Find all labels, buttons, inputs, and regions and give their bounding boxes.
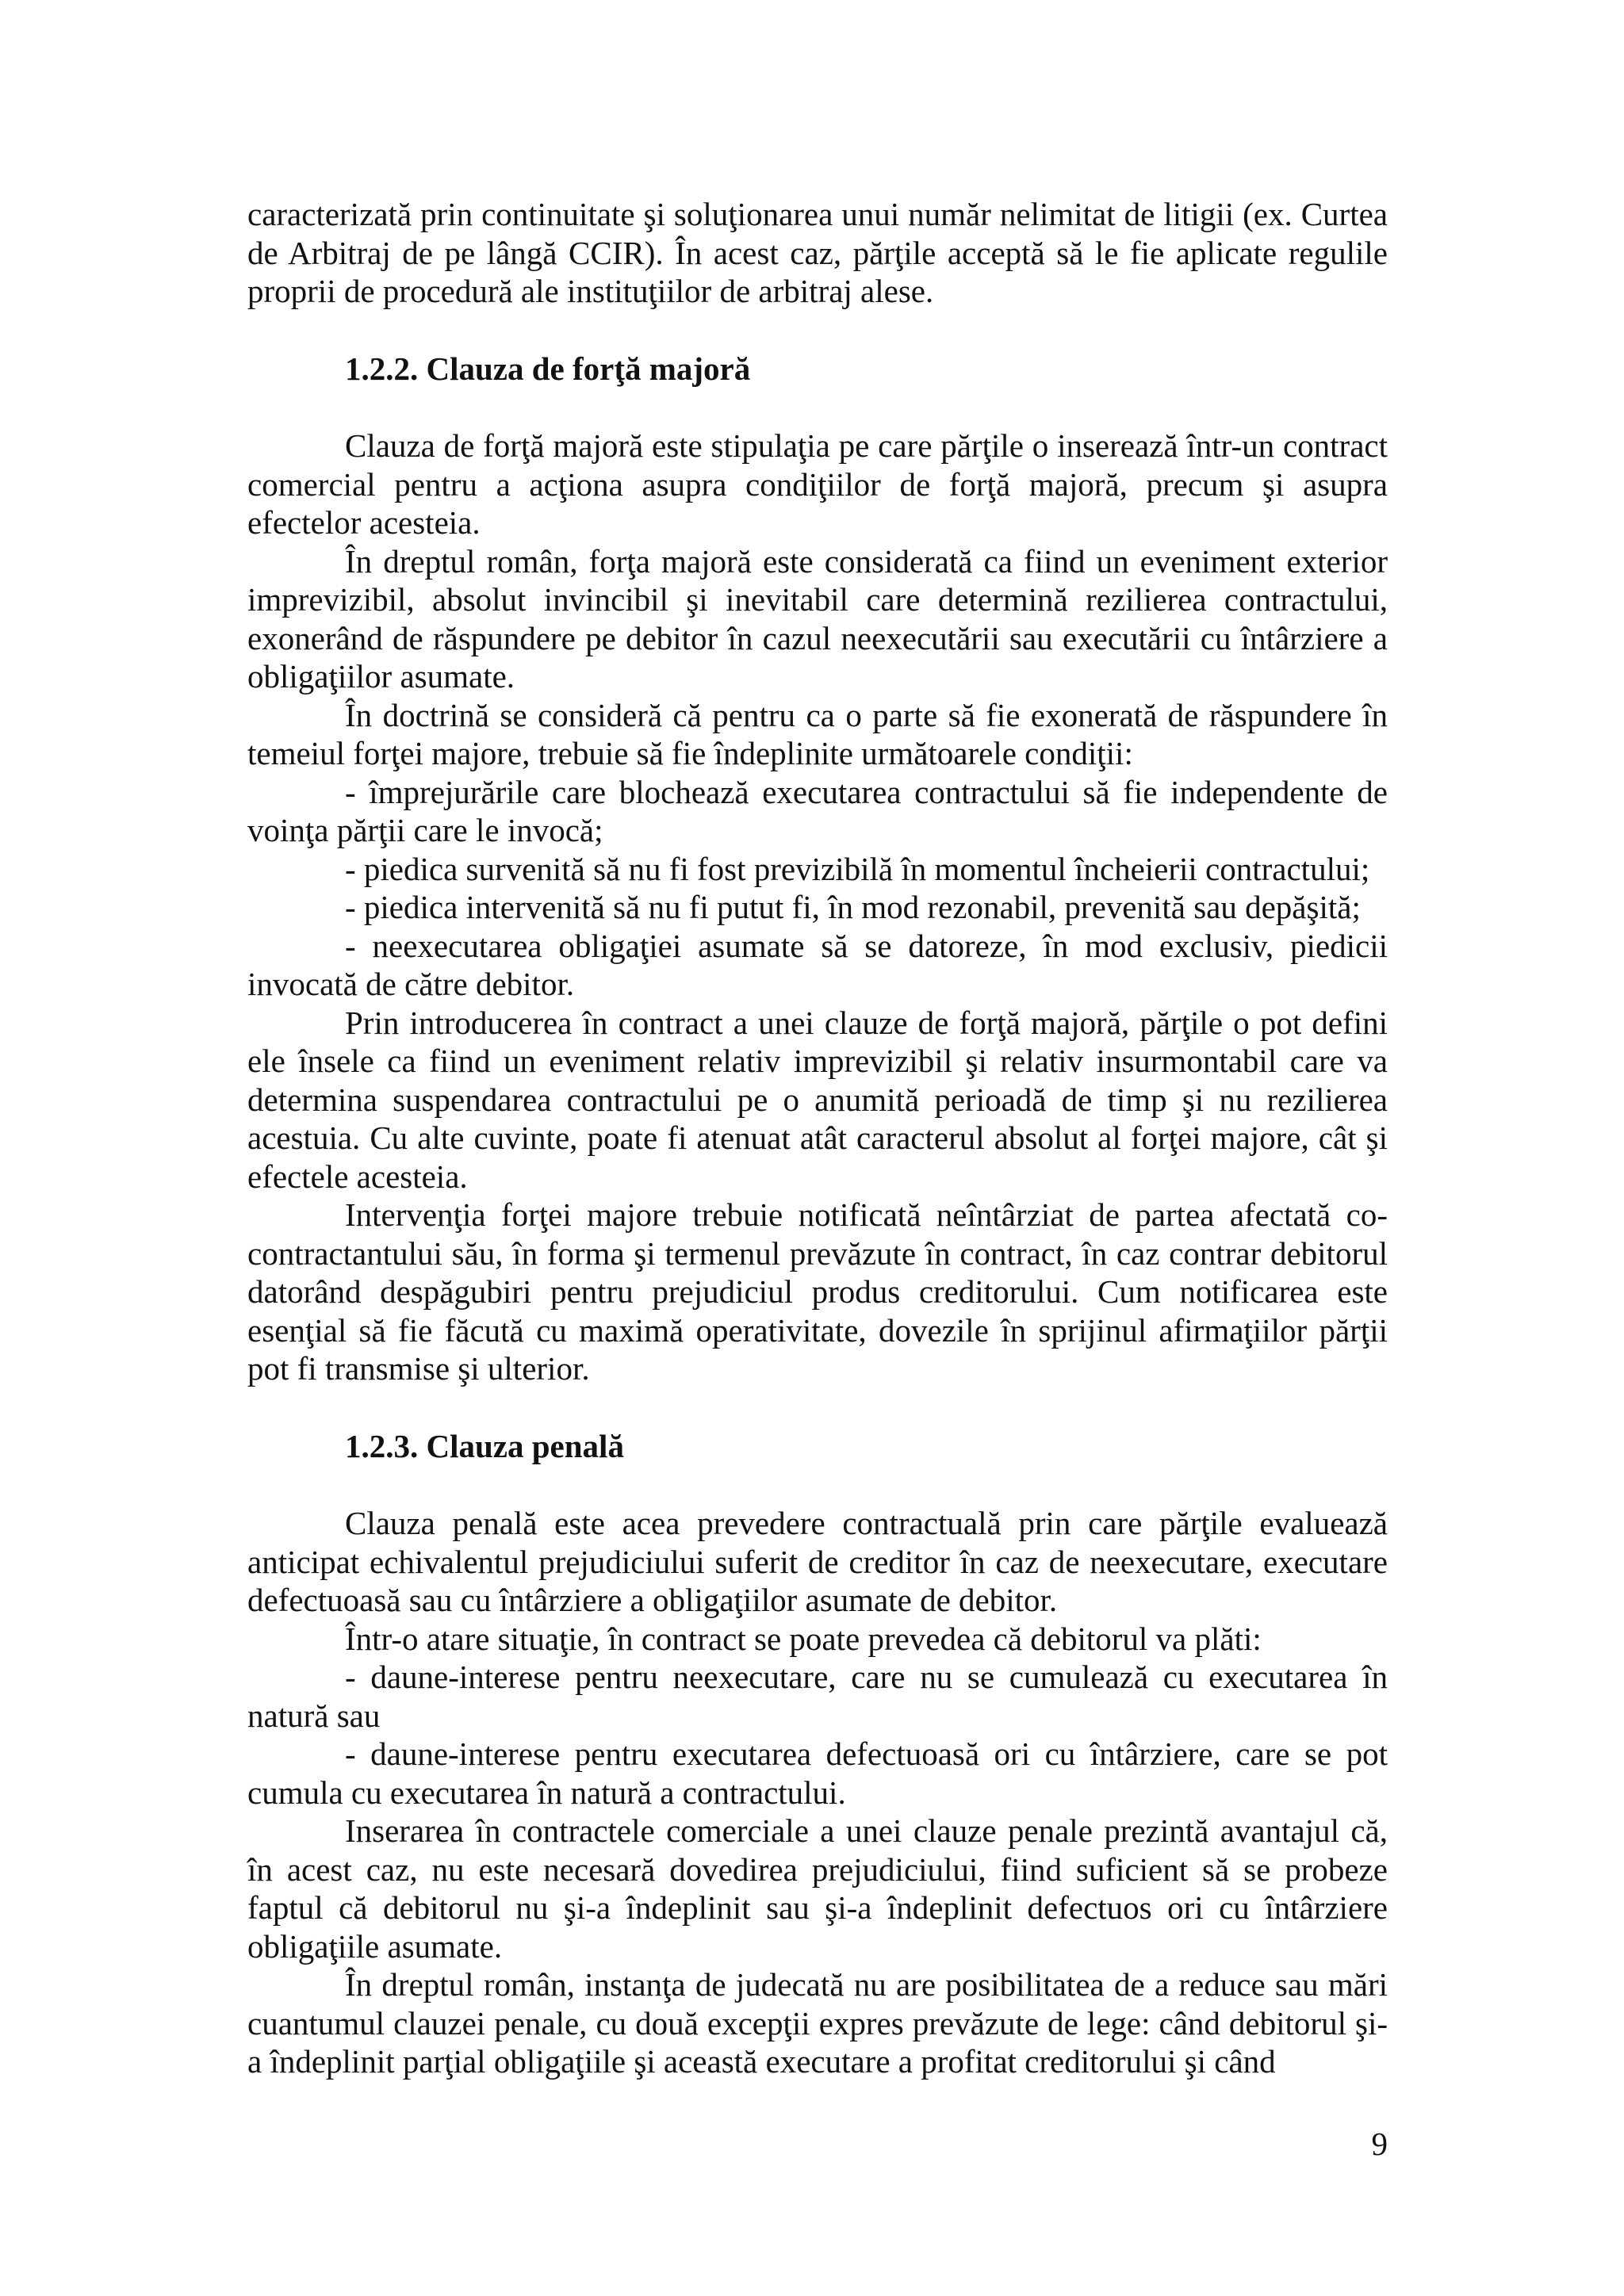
list-item: - neexecutarea obligaţiei asumate să se datoreze, în mod exclusiv, piedicii invocată de către debitor. bbox=[247, 927, 1388, 1002]
paragraph: În doctrină se consideră că pentru ca o parte să fie exonerată de răspundere în temeiul forţei majore, trebuie să fie îndeplinite următoarele condiţii: bbox=[247, 696, 1388, 771]
list-item: - împrejurările care blochează executarea contractului să fie independente de voinţa părţii care le invocă; bbox=[247, 773, 1388, 848]
list-item: - piedica survenită să nu fi fost previzibilă în momentul încheierii contractului; bbox=[345, 850, 1370, 887]
paragraph: În dreptul român, forţa majoră este considerată ca fiind un eveniment exterior imprevizibil, absolut invincibil şi inevitabil care determină rezilierea contractului, exonerând de răspundere pe debitor în cazul neexecutării sau executării cu întârziere a obligaţiilor asumate. bbox=[247, 542, 1388, 695]
paragraph: Intervenţia forţei majore trebuie notificată neîntârziat de partea afectată co-contractantului său, în forma şi termenul prevăzute în contract, în caz contrar debitorul datorând despăgubiri pentru prejudiciul produs creditorului. Cum notificarea este esenţial să fie făcută cu maximă operativitate, dovezile în sprijinul afirmaţiilor părţii pot fi transmise şi ulterior. bbox=[247, 1196, 1388, 1387]
paragraph: Inserarea în contractele comerciale a unei clauze penale prezintă avantajul că, în acest caz, nu este necesară dovedirea prejudiciului, fiind suficient să se probeze faptul că debitorul nu şi-a îndeplinit sau şi-a îndeplinit defectuos ori cu întârziere obligaţiile asumate. bbox=[247, 1812, 1388, 1965]
paragraph: Clauza penală este acea prevedere contractuală prin care părţile evaluează anticipat echivalentul prejudiciului suferit de creditor în caz de neexecutare, executare defectuoasă sau cu întârziere a obligaţiilor asumate de debitor. bbox=[247, 1505, 1388, 1618]
paragraph: Clauza de forţă majoră este stipulaţia pe care părţile o inserează într-un contract comercial pentru a acţiona asupra condiţiilor de forţă majoră, precum şi asupra efectelor acesteia. bbox=[247, 427, 1388, 541]
list-item: - daune-interese pentru neexecutare, care nu se cumulează cu executarea în natură sau bbox=[247, 1659, 1388, 1734]
paragraph: În dreptul român, instanţa de judecată nu are posibilitatea de a reduce sau mări cuantumul clauzei penale, cu două excepţii expres prevăzute de lege: când debitorul şi-a îndeplinit parţial obligaţiile şi această executare a profitat creditorului şi când bbox=[247, 1966, 1388, 2080]
paragraph-continuation: caracterizată prin continuitate şi soluţionarea unui număr nelimitat de litigii (ex. Curtea de Arbitraj de pe lângă CCIR). În acest caz, părţile acceptă să le fie aplicate regulile proprii de procedură ale instituţiilor de arbitraj alese. bbox=[247, 196, 1388, 309]
section-heading-forta-majora: 1.2.2. Clauza de forţă majoră bbox=[345, 350, 751, 387]
list-item: - piedica intervenită să nu fi putut fi, în mod rezonabil, prevenită sau depăşită; bbox=[345, 889, 1361, 925]
page-number: 9 bbox=[1371, 2126, 1388, 2162]
section-heading-clauza-penala: 1.2.3. Clauza penală bbox=[345, 1427, 624, 1464]
list-item: - daune-interese pentru executarea defectuoasă ori cu întârziere, care se pot cumula cu executarea în natură a contractului. bbox=[247, 1735, 1388, 1811]
document-page bbox=[247, 195, 1388, 2081]
paragraph: Prin introducerea în contract a unei clauze de forţă majoră, părţile o pot defini ele însele ca fiind un eveniment relativ imprevizibil şi relativ insurmontabil care va determina suspendarea contractului pe o anumită perioadă de timp şi nu rezilierea acestuia. Cu alte cuvinte, poate fi atenuat atât caracterul absolut al forţei majore, cât şi efectele acesteia. bbox=[247, 1004, 1388, 1195]
paragraph: Într-o atare situaţie, în contract se poate prevedea că debitorul va plăti: bbox=[345, 1620, 1262, 1657]
